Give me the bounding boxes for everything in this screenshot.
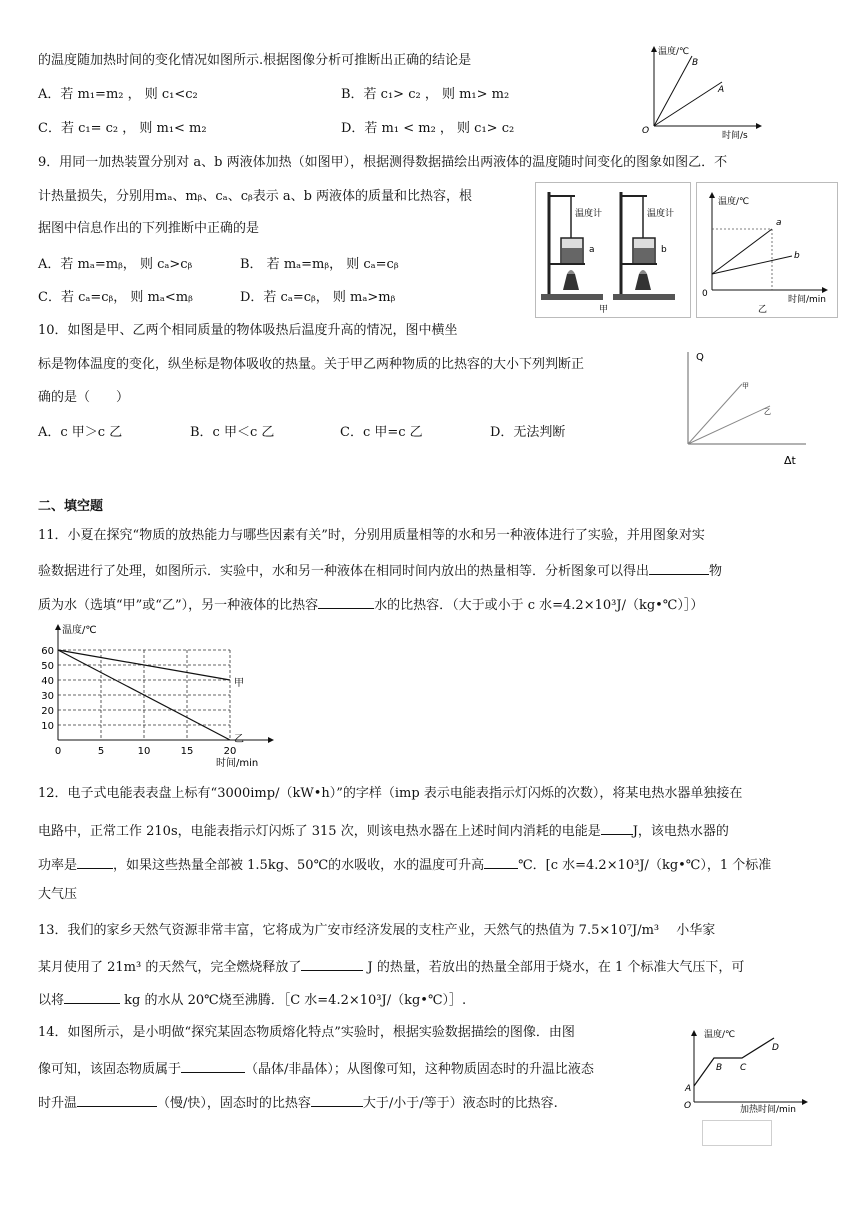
q13-line2-text: 某月使用了 21m³ 的天然气，完全燃烧释放了	[38, 960, 302, 975]
q10-fig-ylabel: Q	[696, 352, 704, 363]
q8-option-b: B．若 c₁> c₂ ， 则 m₁> m₂	[341, 87, 510, 102]
series-label-yi: 乙	[234, 734, 244, 745]
q8-stem: 的温度随加热时间的变化情况如图所示.根据图像分析可推断出正确的结论是	[38, 53, 472, 68]
q10-figure	[680, 346, 820, 470]
q10-fig-xlabel: Δt	[784, 454, 796, 467]
q9-option-a: A．若 mₐ=mᵦ， 则 cₐ>cᵦ	[38, 257, 193, 272]
q8-line-b	[654, 56, 692, 126]
q11-line3-end: 水的比热容．（大于或小于 c 水=4.2×10³J/（kg•℃）］）	[374, 598, 704, 613]
q10-fig-jia: 甲	[742, 382, 749, 390]
q10-option-b: B．c 甲＜c 乙	[190, 425, 275, 440]
q9-figure-jia	[535, 182, 691, 318]
q9-yi-caption: 乙	[758, 305, 768, 315]
q10-option-c: C．c 甲=c 乙	[340, 425, 423, 440]
q12-line3-mid: ，如果这些热量全部被 1.5kg、50℃的水吸收，水的温度可升高	[113, 858, 485, 873]
y-axis-arrow	[55, 624, 61, 630]
q13-line2-end: J 的热量，若放出的热量全部用于烧水，在 1 个标准大气压下，可	[363, 960, 745, 975]
q9-option-b: B． 若 mₐ=mᵦ， 则 cₐ=cᵦ	[240, 257, 399, 272]
y-tick-label: 30	[41, 691, 54, 702]
x-tick-label: 15	[180, 746, 194, 757]
q14-line3-mid: （慢/快），固态时的比热容	[157, 1096, 311, 1111]
q9-figure-yi	[696, 182, 838, 318]
q13-line3-text: 以将	[38, 993, 65, 1008]
q13-line2	[38, 956, 744, 977]
y-tick-label: 10	[41, 721, 54, 732]
x-axis-arrow	[268, 737, 274, 743]
q9-yi-xlabel: 时间/min	[788, 295, 827, 305]
q14-line1: 14．如图所示，是小明做“探究某固态物质熔化特点”实验时，根据实验数据描绘的图像．由图	[38, 1025, 575, 1040]
q14-line3-end: 大于/小于/等于）液态时的比热容.	[362, 1096, 558, 1111]
y-tick-label: 50	[41, 661, 54, 672]
q11-line2-end: 物	[709, 564, 723, 579]
x-tick-label: 10	[137, 746, 151, 757]
q11-blank-1[interactable]	[649, 560, 709, 575]
q8-fig-xlabel: 时间/s	[722, 131, 748, 140]
q14-figure	[682, 1028, 812, 1116]
q8-fig-origin: O	[642, 126, 650, 136]
q9-jia-label-b: b	[661, 245, 667, 255]
q14-blank-1[interactable]	[181, 1058, 245, 1073]
q8-option-c: C．若 c₁= c₂ ， 则 m₁< m₂	[38, 121, 207, 136]
q12-blank-2[interactable]	[77, 854, 113, 869]
q11-line3-text: 质为水（选填“甲”或“乙”），另一种液体的比热容	[38, 598, 319, 613]
x-tick-label: 20	[223, 746, 237, 757]
q10-line1: 10．如图是甲、乙两个相同质量的物体吸热后温度升高的情况，图中横坐	[38, 323, 458, 338]
q13-line1: 13．我们的家乡天然气资源非常丰富，它将成为广安市经济发展的支柱产业，天然气的热值为 7.5×10⁷J/m³ 小华家	[38, 923, 716, 938]
q14-fig-b: B	[716, 1063, 723, 1073]
q11-chart-ylabel: 温度/℃	[62, 625, 97, 636]
q11-blank-2[interactable]	[318, 594, 374, 609]
q10-fig-yi: 乙	[764, 408, 771, 416]
q8-fig-label-a: A	[718, 85, 725, 95]
q14-fig-ylabel: 温度/℃	[704, 1030, 736, 1040]
q8-fig-label-b: B	[692, 58, 699, 68]
q9-line1: 9．用同一加热装置分别对 a、b 两液体加热（如图甲），根据测得数据描绘出两液体的温度随时间变化的图象如图乙．不	[38, 155, 728, 170]
section-title: 二、填空题	[38, 499, 104, 514]
q14-fig-a: A	[685, 1084, 692, 1094]
q12-line3-end: ℃．[c 水=4.2×10³J/（kg•℃），1 个标准	[518, 858, 772, 873]
y-tick-label: 20	[41, 706, 54, 717]
q14-blank-3[interactable]	[311, 1092, 363, 1107]
q9-jia-thermo-1: 温度计	[575, 209, 603, 219]
q12-line3-text: 功率是	[38, 858, 78, 873]
q14-melting-curve	[694, 1038, 774, 1086]
q10-line-yi	[688, 406, 770, 444]
q9-jia-caption: 甲	[599, 305, 609, 315]
x-tick-label: 0	[54, 746, 62, 757]
q14-line2-end: （晶体/非晶体）；从图像可知，这种物质固态时的升温比液态	[245, 1062, 594, 1077]
q12-line2	[38, 820, 729, 841]
q9-option-c: C．若 cₐ=cᵦ， 则 mₐ<mᵦ	[38, 290, 193, 305]
q12-line2-end: J，该电热水器的	[632, 824, 729, 839]
y-tick-label: 40	[41, 676, 54, 687]
q11-line2	[38, 560, 722, 581]
q9-yi-origin: 0	[702, 289, 708, 299]
q14-line2	[38, 1058, 594, 1079]
q8-option-a: A．若 m₁=m₂ ， 则 c₁<c₂	[38, 87, 198, 102]
q12-line1: 12．电子式电能表表盘上标有“3000imp/（kW•h）”的字样（imp 表示电能表指示灯闪烁的次数），将某电热水器单独接在	[38, 786, 743, 801]
q9-jia-thermo-2: 温度计	[647, 209, 675, 219]
blank-answer-box	[702, 1120, 772, 1146]
x-tick-label: 5	[97, 746, 105, 757]
q9-yi-label-a: a	[776, 218, 782, 228]
q9-jia-label-a: a	[589, 245, 595, 255]
q14-fig-c: C	[740, 1063, 747, 1073]
q10-line-jia	[688, 384, 742, 444]
q12-line4: 大气压	[38, 887, 78, 902]
q11-line1: 11．小夏在探究“物质的放热能力与哪些因素有关”时，分别用质量相等的水和另一种液体进行了实验，并用图象对实	[38, 528, 705, 543]
series-label-jia: 甲	[234, 678, 244, 689]
q9-option-d: D．若 cₐ=cᵦ， 则 mₐ>mᵦ	[240, 290, 396, 305]
q13-line3	[38, 989, 466, 1010]
q14-line3-text: 时升温	[38, 1096, 78, 1111]
q9-line3: 据图中信息作出的下列推断中正确的是	[38, 221, 260, 236]
q14-fig-d: D	[772, 1043, 779, 1053]
q8-fig-ylabel: 温度/℃	[658, 47, 690, 57]
q8-option-d: D．若 m₁ < m₂ ， 则 c₁> c₂	[341, 121, 515, 136]
q13-blank-2[interactable]	[64, 989, 120, 1004]
q8-figure	[640, 40, 770, 140]
q10-line3: 确的是（ ）	[38, 390, 130, 405]
q14-fig-origin: O	[684, 1101, 692, 1111]
q11-chart-xlabel: 时间/min	[216, 758, 259, 769]
q13-blank-1[interactable]	[301, 956, 363, 971]
q13-line3-end: kg 的水从 20℃烧至沸腾．［C 水=4.2×10³J/（kg•℃）］.	[120, 993, 467, 1008]
q9-yi-label-b: b	[794, 251, 800, 261]
q10-option-a: A．c 甲＞c 乙	[38, 425, 123, 440]
q14-blank-2[interactable]	[77, 1092, 157, 1107]
q14-line2-text: 像可知，该固态物质属于	[38, 1062, 182, 1077]
q11-line3	[38, 594, 703, 615]
q12-blank-3[interactable]	[484, 854, 518, 869]
q14-fig-xlabel: 加热时间/min	[740, 1105, 797, 1115]
q8-line-a	[654, 82, 725, 126]
q12-line3	[38, 854, 771, 875]
y-tick-label: 60	[41, 646, 54, 657]
q9-line2: 计热量损失，分别用mₐ、mᵦ、cₐ、cᵦ表示 a、b 两液体的质量和比热容，根	[38, 189, 473, 204]
q12-line2-text: 电路中，正常工作 210s，电能表指示灯闪烁了 315 次，则该电热水器在上述时间内消耗的电能是	[38, 824, 601, 839]
q10-line2: 标是物体温度的变化，纵坐标是物体吸收的热量。关于甲乙两种物质的比热容的大小下列判断正	[38, 357, 585, 372]
q12-blank-1[interactable]	[601, 820, 633, 835]
q11-line2-text: 验数据进行了处理，如图所示．实验中，水和另一种液体在相同时间内放出的热量相等．分析图象可以得出	[38, 564, 650, 579]
q14-line3	[38, 1092, 558, 1113]
q11-chart	[30, 620, 280, 770]
q10-option-d: D．无法判断	[490, 425, 566, 440]
q9-yi-ylabel: 温度/℃	[718, 197, 750, 207]
